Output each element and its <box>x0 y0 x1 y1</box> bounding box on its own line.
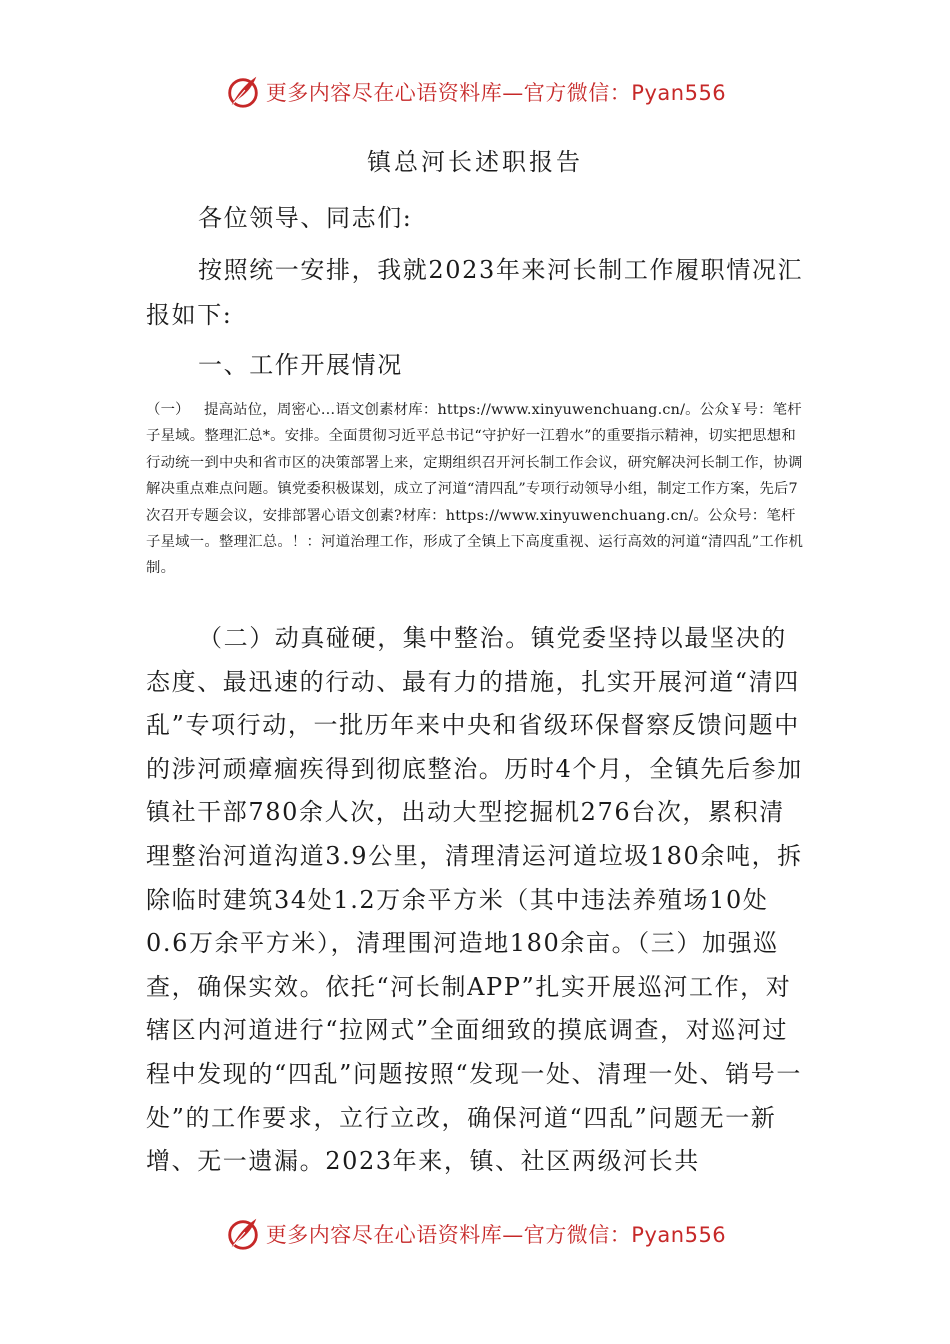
footer-banner <box>0 1212 950 1256</box>
banner-text: 更多内容尽在心语资料库—官方微信：Pyan556 <box>265 1223 727 1247</box>
section-1-label: （一） <box>146 402 190 418</box>
intro-paragraph: 按照统一安排，我就2023年来河长制工作履职情况汇报如下: <box>146 256 804 329</box>
section-1-paragraph <box>146 397 808 582</box>
salutation: 各位领导、同志们: <box>198 204 413 232</box>
header-banner <box>0 70 950 114</box>
document-title: 镇总河长述职报告 <box>367 148 583 176</box>
quill-logo-icon <box>224 73 262 111</box>
banner-text: 更多内容尽在心语资料库—官方微信：Pyan556 <box>265 81 727 105</box>
section-1-text: 提高站位，周密心…语文创素材库：https://www.xinyuwenchuang.cn/。公众￥号：笔杆子星域。整理汇总*。安排。全面贯彻习近平总书记“守护好一江碧水”的重要指示精神，切实把思想和行动统一到中央和省市区的决策部署上来，定期组织召开河长制工作会议，研究解决河长制工作，协调解决重点难点问题。镇党委积极谋划，成立了河道“清四乱”专项行动领导小组，制定工作方案，先后7次召开专题会议，安排部署心语文创素?材库：https://www.xinyuwenchuang.cn/。公众号：笔杆子星域一。整理汇总。！：河道治理工作，形成了全镇上下高度重视、运行高效的河道“清四乱”工作机制。 <box>146 402 804 577</box>
quill-logo-icon <box>224 1215 262 1253</box>
section-heading: 一、工作开展情况 <box>198 351 403 379</box>
section-2-paragraph: （二）动真碰硬，集中整治。镇党委坚持以最坚决的态度、最迅速的行动、最有力的措施，扎实开展河道“清四乱”专项行动，一批历年来中央和省级环保督察反馈问题中的涉河顽瘴痼疾得到彻底整治。历时4个月，全镇先后参加镇社干部780余人次，出动大型挖掘机276台次，累积清理整治河道沟道3.9公里，清理清运河道垃圾180余吨，拆除临时建筑34处1.2万余平方米（其中违法养殖场10处0.6万余平方米），清理围河造地180余亩。（三）加强巡查，确保实效。依托“河长制APP”扎实开展巡河工作，对辖区内河道进行“拉网式”全面细致的摸底调查，对巡河过程中发现的“四乱”问题按照“发现一处、清理一处、销号一处”的工作要求，立行立改，确保河道“四乱”问题无一新增、无一遗漏。2023年来，镇、社区两级河长共 <box>146 624 803 1176</box>
